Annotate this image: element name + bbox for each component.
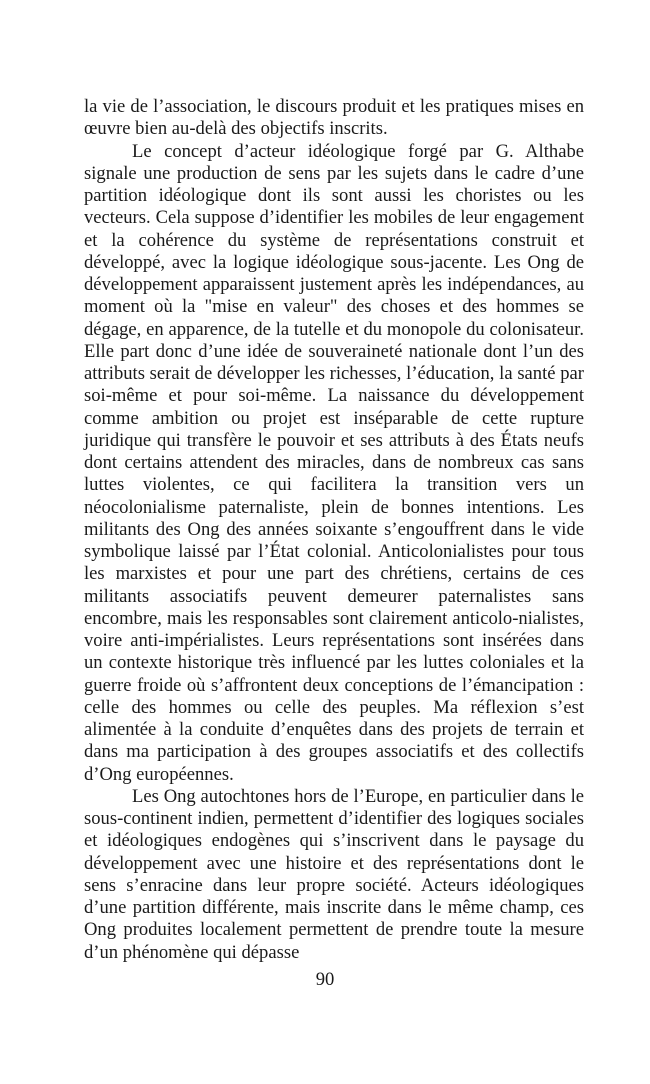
paragraph-continued: la vie de l’association, le discours produit et les pratiques mises en œuvre bien au-delà des objectifs inscrits. [84, 96, 584, 140]
page-number: 90 [315, 969, 335, 990]
paragraph-ong-autochtones: Les Ong autochtones hors de l’Europe, en particulier dans le sous-continent indien, permettent d’identifier des logiques sociales et idéologiques endogènes qui s’inscrivent dans le paysage du développement avec une histoire et des représentations dont le sens s’enracine dans leur propre société. Acteurs idéologiques d’une partition différente, mais inscrite dans le même champ, ces Ong produites localement permettent de prendre toute la mesure d’un phénomène qui dépasse [84, 785, 584, 963]
page-body [84, 96, 584, 964]
paragraph-althabe: Le concept d’acteur idéologique forgé par G. Althabe signale une production de sens par les sujets dans le cadre d’une partition idéologique dont ils sont aussi les choristes ou les vecteurs. Cela suppose d’identifier les mobiles de leur engagement et la cohérence du système de représentations construit et développé, avec la logique idéologique sous-jacente. Les Ong de développement apparaissent justement après les indépendances, au moment où la "mise en valeur" des choses et des hommes se dégage, en apparence, de la tutelle et du monopole du colonisateur. Elle part donc d’une idée de souveraineté nationale dont l’un des attributs serait de développer les richesses, l’éducation, la santé par soi-même et pour soi-même. La naissance du développement comme ambition ou projet est inséparable de cette rupture juridique qui transfère le pouvoir et ses attributs à des États neufs dont certains attendent des miracles, dans de nombreux cas sans luttes violentes, ce qui facilitera la transition vers un néocolonialisme paternaliste, plein de bonnes intentions. Les militants des Ong des années soixante s’engouffrent dans le vide symbolique laissé par l’État colonial. Anticolonialistes pour tous les marxistes et pour une part des chrétiens, certains de ces militants associatifs peuvent demeurer paternalistes sans encombre, mais les responsables sont clairement anticolo-nialistes, voire anti-impérialistes. Leurs représentations sont insérées dans un contexte historique très influencé par les luttes coloniales et la guerre froide où s’affrontent deux conceptions de l’émancipation : celle des hommes ou celle des peuples. Ma réflexion s’est alimentée à la conduite d’enquêtes dans des projets de terrain et dans ma participation à des groupes associatifs et des collectifs d’Ong européennes. [84, 140, 584, 785]
